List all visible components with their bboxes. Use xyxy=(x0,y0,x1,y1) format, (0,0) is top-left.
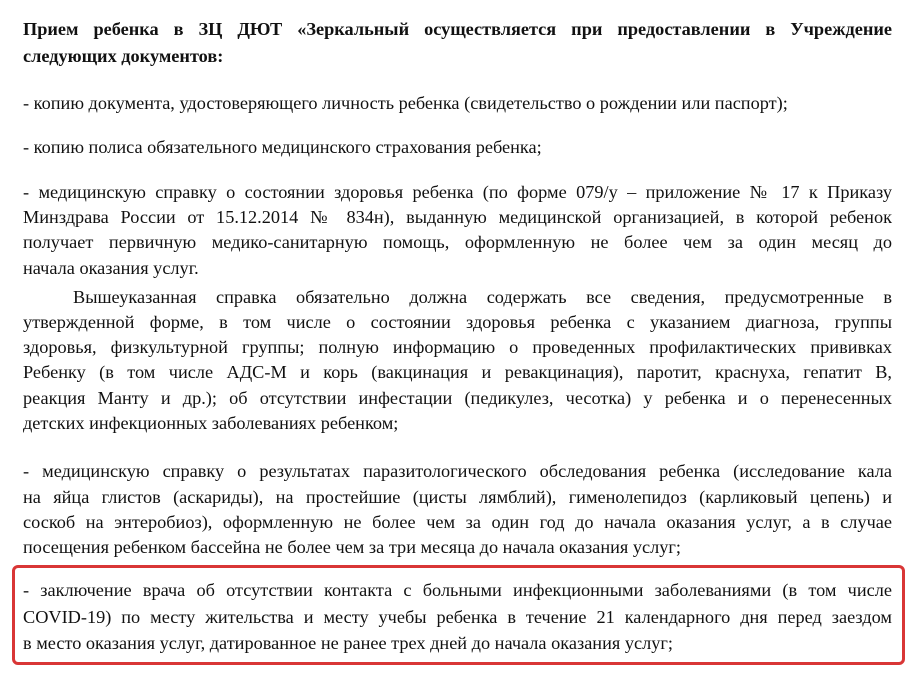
certificate-requirements-line-1: Вышеуказанная справка обязательно должна содержать все сведения, предусмотренные в xyxy=(73,287,892,307)
item-medical-certificate-line-2: Минздрава России от 15.12.2014 № 834н), выданную медицинской организацией, в которой ребенок xyxy=(23,207,892,227)
certificate-requirements-line-3: здоровья, физкультурной группы; полную информацию о проведенных профилактических прививках xyxy=(23,337,892,357)
item-medical-certificate-line-1: - медицинскую справку о состоянии здоровья ребенка (по форме 079/у – приложение № 17 к Приказу xyxy=(23,182,892,202)
item-medical-certificate-line-3: получает первичную медико-санитарную помощь, оформленную не более чем за один месяц до xyxy=(23,232,892,252)
certificate-requirements-line-4: Ребенку (в том числе АДС-М и корь (вакцинация и ревакцинация), паротит, краснуха, гепатит В, xyxy=(23,362,892,382)
item-no-contact-line-3: в место оказания услуг, датированное не ранее трех дней до начала оказания услуг; xyxy=(23,633,673,653)
header-line-1: Прием ребенка в ЗЦ ДЮТ «Зеркальный осуществляется при предоставлении в Учреждение xyxy=(23,19,892,39)
certificate-requirements-line-6: детских инфекционных заболеваниях ребенком; xyxy=(23,413,399,433)
item-parasitology-line-2: на яйца глистов (аскариды), на простейшие (цисты лямблий), гименолепидоз (карликовый цепень) и xyxy=(23,487,892,507)
item-medical-certificate-line-4: начала оказания услуг. xyxy=(23,258,199,278)
item-no-contact-line-2: COVID-19) по месту жительства и месту учебы ребенка в течение 21 календарного дня перед заездом xyxy=(23,607,892,627)
header-line-2: следующих документов: xyxy=(23,46,224,66)
item-insurance-policy: - копию полиса обязательного медицинского страхования ребенка; xyxy=(23,137,542,157)
certificate-requirements-line-2: утвержденной форме, в том числе о состоянии здоровья ребенка с указанием диагноза, группы xyxy=(23,312,892,332)
item-parasitology-line-4: посещения ребенком бассейна не более чем за три месяца до начала оказания услуг; xyxy=(23,537,681,557)
item-no-contact-line-1: - заключение врача об отсутствии контакта с больными инфекционными заболеваниями (в том числе xyxy=(23,580,892,600)
item-parasitology-line-1: - медицинскую справку о результатах паразитологического обследования ребенка (исследование кала xyxy=(23,461,892,481)
item-identity-document: - копию документа, удостоверяющего личность ребенка (свидетельство о рождении или паспорт); xyxy=(23,93,788,113)
certificate-requirements-line-5: реакция Манту и др.); об отсутствии инфестации (педикулез, чесотка) у ребенка и о перенесенных xyxy=(23,388,892,408)
item-parasitology-line-3: соскоб на энтеробиоз), оформленную не более чем за один год до начала оказания услуг, а в случае xyxy=(23,512,892,532)
